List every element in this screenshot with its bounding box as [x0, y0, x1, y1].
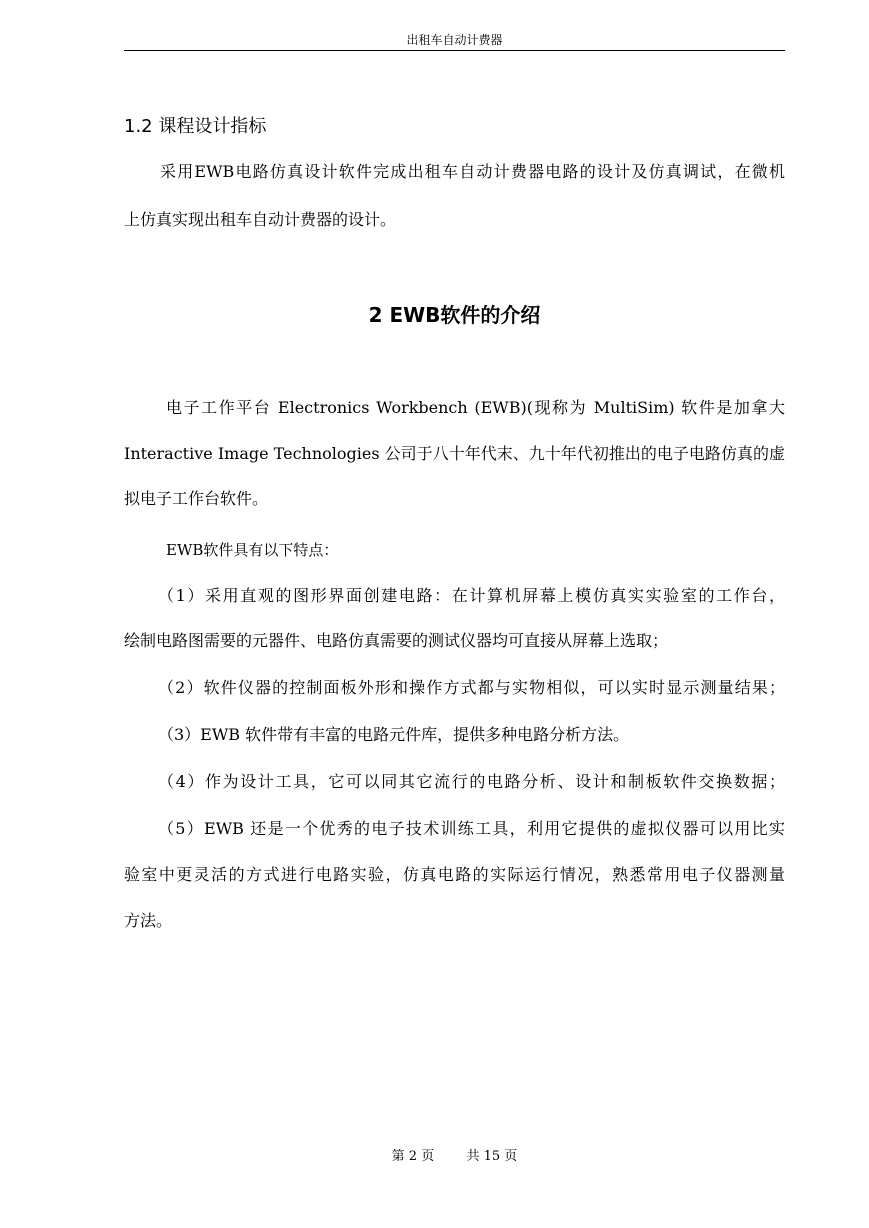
header-rule: [124, 50, 785, 51]
paragraph-line: 上仿真实现出租车自动计费器的设计。: [124, 210, 397, 229]
section-heading-1-2: 1.2 课程设计指标: [124, 116, 267, 137]
paragraph-line: 拟电子工作台软件。: [124, 489, 269, 508]
paragraph-line: 采用EWB电路仿真设计软件完成出租车自动计费器电路的设计及仿真调试，在微机: [160, 162, 785, 181]
feature-item: （5）EWB 还是一个优秀的电子技术训练工具，利用它提供的虚拟仪器可以用比实: [158, 819, 785, 838]
page-total: 共 15 页: [466, 1149, 518, 1164]
feature-item: （2）软件仪器的控制面板外形和操作方式都与实物相似，可以实时显示测量结果；: [158, 678, 785, 697]
feature-item-continuation: 绘制电路图需要的元器件、电路仿真需要的测试仪器均可直接从屏幕上选取；: [124, 631, 669, 650]
running-header-title: 出租车自动计费器: [406, 33, 503, 47]
paragraph-line: Interactive Image Technologies 公司于八十年代末、九十年代初推出的电子电路仿真的虚: [124, 444, 785, 463]
feature-item: （1）采用直观的图形界面创建电路：在计算机屏幕上模仿真实实验室的工作台，: [158, 586, 785, 605]
feature-item-continuation: 方法。: [124, 911, 173, 930]
chapter-heading-2: 2 EWB软件的介绍: [368, 303, 541, 327]
features-intro: EWB软件具有以下特点：: [166, 541, 339, 559]
page-number: 第 2 页: [391, 1149, 435, 1164]
page-footer: [124, 1149, 785, 1165]
feature-item: （3）EWB 软件带有丰富的电路元件库，提供多种电路分析方法。: [158, 725, 630, 744]
feature-item: （4）作为设计工具，它可以同其它流行的电路分析、设计和制板软件交换数据；: [158, 772, 785, 791]
feature-item-continuation: 验室中更灵活的方式进行电路实验，仿真电路的实际运行情况，熟悉常用电子仪器测量: [124, 865, 785, 884]
paragraph-line: 电子工作平台 Electronics Workbench (EWB)(现称为 MultiSim) 软件是加拿大: [166, 398, 785, 417]
